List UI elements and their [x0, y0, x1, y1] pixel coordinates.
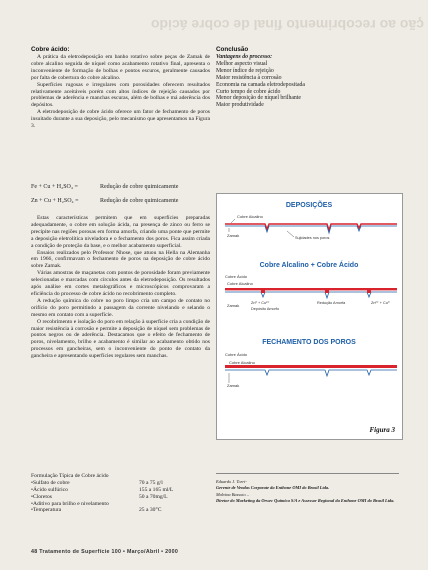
author-role: Diretor do Marketing da Orwec Química S/A e Assessor Regional da Enthone OMI do Brasil Ltda. — [216, 498, 395, 504]
formulation-row — [31, 480, 213, 487]
list-item: Melhor aspecto visual — [216, 60, 268, 67]
ghost-line: ção ao recobrimento final de cobre ácido — [150, 17, 424, 33]
label-zamak-3: Zamak — [227, 383, 240, 388]
author-role: Gerente de Vendas Corporate da Enthone OMI do Brasil Ltda. — [216, 485, 330, 491]
formulation-row — [31, 487, 213, 494]
label-cobre-acido-3: Cobre Ácido — [225, 352, 248, 357]
right-column — [216, 46, 401, 109]
author-name: Eduardo J. Torri- — [216, 479, 247, 484]
figure-caption: Figura 3 — [369, 426, 395, 434]
paragraph: A redução química do cobre no poro limpo cria um campo de contato no orifício do poro permitindo a passagem da corrente nivelando e selando o mesmo em contato com a superfície. — [31, 297, 210, 318]
formulation-name: •Temperatura — [31, 507, 62, 514]
list-item: Maior resistência à corrosão — [216, 74, 282, 81]
page-footer: 48 Tratamento de Superfície 100 • Março/Abril • 2000 — [31, 549, 179, 555]
formulation-name: •Ácido sulfúrico — [31, 486, 68, 493]
paragraph: Superfícies rugosas e irregulares com porosidades oferecem resultados relativamente aceitáveis porém com altos índices de rejeição causados por problemas de aderência e manchas escuras, além de bolhas e má aderência dos depósitos. — [31, 81, 210, 109]
formulation-name: •Cloretos — [31, 493, 52, 500]
label-reducao-amorfa: Redução Amorfa — [317, 301, 346, 305]
formulation-value: 25 a 30°C — [139, 507, 162, 514]
formulation-name: •Sulfato de cobre — [31, 479, 70, 486]
formulation-name: •Aditivo para brilho e nivelamento — [31, 500, 109, 507]
figure-title-fechamento: FECHAMENTO DOS POROS — [262, 339, 356, 346]
label-zn-cu: Zn⁰ + Cu²⁺ — [251, 301, 270, 305]
paragraph: A eletrodeposição de cobre ácido oferece um fator de fechamento de poros insuitado durante a sua deposição, pelo mecanismo que apresentamos na Figura 3. — [31, 109, 210, 130]
figure-title-cobre-alcalino-acido: Cobre Alcalino + Cobre Ácido — [259, 262, 359, 269]
figure-3 — [216, 193, 403, 440]
formulation-value: 155 a 165 ml/L — [139, 486, 174, 493]
author-credits — [216, 473, 399, 505]
list-item: Vantagens do processo: — [216, 54, 273, 60]
equation-lhs: Zn + Cu + H₂SO₄ = — [31, 198, 79, 204]
label-cobre-alcalino-2: Cobre Alcalino — [227, 281, 253, 286]
formulation-box — [31, 473, 213, 514]
label-zamak-2: Zamak — [227, 303, 240, 308]
label-cobre-acido: Cobre Ácido — [225, 274, 248, 279]
list-item: Menor índice de rejeição — [216, 67, 274, 74]
formulation-value: 50 a 70mg/L — [139, 493, 168, 500]
paragraph: O recobrimento e isolação do poro em relação à superfície cria a condição de maior resistência à corrosão e permite a deposição de níquel sem problemas de pontos negros ou de aderência. Destacamos que o efeito de fechamento de poros, nivelamento, brilho e acabamento é similar ao acabamento obtido nos processos em gancheiras, sem o inconveniente do ponto de contato da gancheira e apresentando superfícies regulares sem manchas. — [31, 318, 210, 360]
section-heading-cobre-acido: Cobre ácido: — [31, 46, 70, 53]
formulation-row — [31, 501, 213, 508]
formulation-row — [31, 494, 213, 501]
advantages-list — [216, 54, 401, 109]
formulation-title: Formulação Típica de Cobre ácido — [31, 473, 109, 479]
left-column — [31, 46, 210, 130]
equation-lhs: Fe + Cu + H₂SO₄ = — [31, 184, 78, 190]
list-item: Menor deposição de níquel brilhante — [216, 95, 301, 102]
label-deposito-amorfo: Depósito Amorfo — [251, 307, 280, 311]
list-item: Maior produtividade — [216, 102, 264, 109]
label-cobre-alcalino: Cobre Alcalino — [237, 214, 263, 219]
label-sujidades: Sujidades nos poros — [295, 236, 330, 240]
paragraph: Estas características permitem que em superfícies preparadas adequadamente, o cobre em solução ácida, na presença de zinco ou ferro se precipite nas regiões porosas em forma amorfa, criando uma ponte que permite a deposição eletrolítica niveladora e o fechamento dos poros. Fica assim criada a condição de proteção da base, e o melhor acabamento superficial. — [31, 215, 210, 249]
paragraph: Ensaios realizados pelo Professor Nhose, que atuou na Hella na Alemanha em 1966, confirmavam o fechamento de poros na deposição de cobre ácido sobre Zamak. — [31, 249, 210, 270]
formulation-row — [31, 507, 213, 514]
figure-title-deposicoes: DEPOSIÇÕES — [285, 202, 333, 209]
paragraph: Várias amostras de maçanetas com pontos de porosidade foram previamente selecionadas e marcadas com círculos antes da eletrodeposição. Os resultados após análise em cortes metalográficos e microscópicos comprovaram a eficiência do processo de cobre ácido no recobrimento completo. — [31, 270, 210, 297]
left-column-continued — [31, 215, 210, 360]
formulation-value: 70 a 75 g/l — [139, 479, 163, 486]
equation-rhs: Redução de cobre quimicamente — [100, 184, 179, 190]
label-zn-cu2: Zn²⁺ + Cu⁰ — [371, 301, 390, 305]
section-heading-conclusao: Conclusão — [216, 46, 249, 53]
equation-rhs: Redução de cobre quimicamente — [100, 198, 179, 204]
paragraph: A prática da eletrodeposição em banho rotativo sobre peças de Zamak de cobre alcalino seguida de níquel como acabamento rotativo final, apresenta o inconveniente de formação de bolhas e pontos escuros, geralmente causados por falta de cobertura do cobre alcalino. — [31, 54, 210, 81]
author-name: Malvina Bassoto – — [216, 491, 249, 497]
label-zamak: Zamak — [227, 233, 240, 238]
list-item: Economia na camada eletrodepositada — [216, 81, 306, 88]
label-cobre-alcalino-3: Cobre Alcalino — [229, 360, 255, 365]
list-item: Curto tempo de cobre ácido — [216, 88, 281, 95]
